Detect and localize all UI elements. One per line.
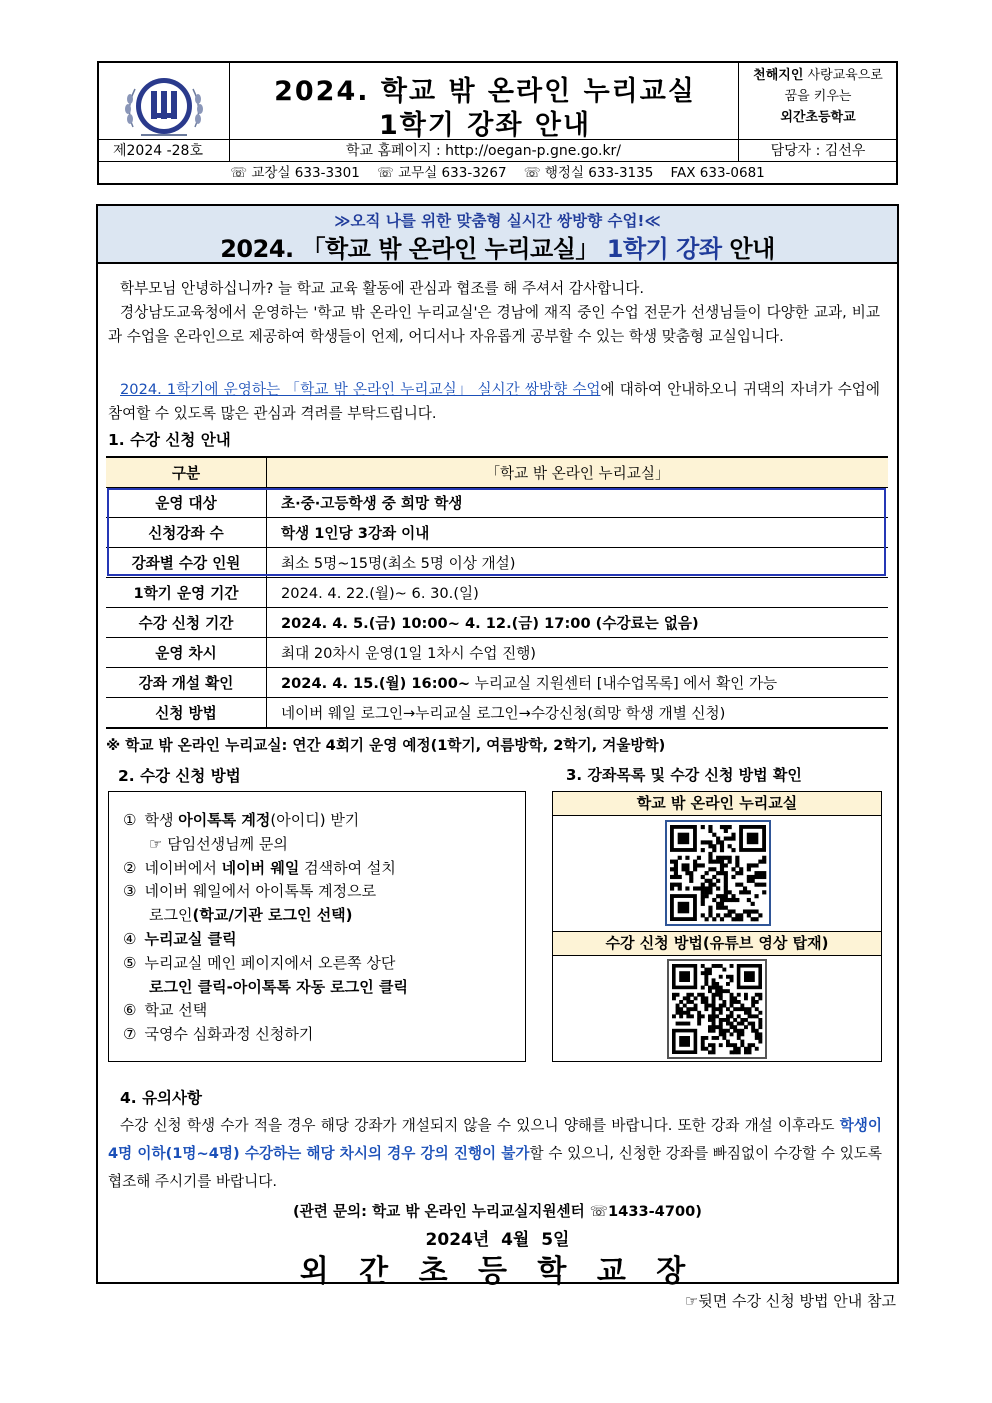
step-item: ⑤ 누리교실 메인 페이지에서 오른쪽 상단 [123,953,396,972]
title-banner [98,206,897,264]
banner-title: 2024. 「학교 밖 온라인 누리교실」 1학기 강좌 안내 [220,235,775,263]
step-item: 로그인(학교/기관 로그인 선택) [149,906,353,925]
step-number: ⑦ [123,1025,137,1044]
principal-signature: 외 간 초 등 학 교 장 [299,1254,696,1289]
issue-date: 2024년 4월 5일 [425,1230,570,1250]
step-number: ④ [123,930,137,948]
step-item: ④ 누리교실 클릭 [123,930,237,948]
table-row: 강좌 개설 확인 2024. 4. 15.(월) 16:00~ 누리교실 지원센터 [내수업목록] 에서 확인 가능 [106,668,888,698]
manager-name: 담당자 : 김선우 [770,143,866,159]
back-page-note: ☞뒷면 수강 신청 방법 안내 참고 [684,1292,896,1310]
step-item: ① 학생 아이톡톡 계정(아이디) 받기 [123,811,360,829]
intro-description: 경상남도교육청에서 운영하는 '학교 밖 온라인 누리교실'은 경남에 재직 중인 수업 전문가 선생님들이 다양한 교과, 비교과 수업을 온라인으로 제공하여 학생들이 언제, 어디서나 자유롭게 공부할 수 있는 학생 맞춤형 교실입니다. [108,304,880,345]
notice-text: 수강 신청 학생 수가 적을 경우 해당 강좌가 개설되지 않을 수 있으니 양해를 바랍니다. 또한 강좌 개설 이후라도 학생이 4명 이하(1명~4명) 수강하는 해당 차시의 경우 강의 진행이 불가할 수 있으니, 신청한 강좌를 빠짐없이 수강할 수 있도록 협조해 주시기를 바랍니다. [108,1117,882,1190]
intro-greeting: 학부모님 안녕하십니까? 늘 학교 교육 활동에 관심과 협조를 해 주셔서 감사합니다. [120,280,644,297]
table-row: 운영 차시 최대 20차시 운영(1일 1차시 수업 진행) [106,638,888,668]
table-row: 강좌별 수강 인원 최소 5명~15명(최소 5명 이상 개설) [106,548,888,578]
step-number: ② [123,858,137,877]
highlight-frame [107,488,886,576]
qr1-label: 학교 밖 온라인 누리교실 [553,792,881,816]
table-header-row: 구분 「학교 밖 온라인 누리교실」 [106,457,888,488]
title-line-1: 2024. 학교 밖 온라인 누리교실 [274,76,696,107]
intro-request: 2024. 1학기에 운영하는 「학교 밖 온라인 누리교실」 실시간 쌍방향 수업에 대하여 안내하오니 귀댁의 자녀가 수업에 참여할 수 있도록 많은 관심과 격려를 부탁드립니다. [108,381,880,422]
banner-subtitle: ≫오직 나를 위한 맞춤형 실시간 쌍방향 수업!≪ [334,212,661,230]
step-item: ⑦ 국영수 심화과정 신청하기 [123,1025,314,1044]
section-1-heading: 1. 수강 신청 안내 [108,431,231,449]
section-2-heading: 2. 수강 신청 방법 [118,767,241,785]
qr-codes-box [552,791,882,1062]
homepage-url: 학교 홈페이지 : http://oegan-p.gne.go.kr/ [345,143,622,159]
main-content [96,204,899,1289]
table-row: 운영 대상 초·중·고등학생 중 희망 학생 [106,488,888,518]
step-item: ☞ 담임선생님께 문의 [149,834,288,853]
nurigyosil-qr-code[interactable] [665,820,771,926]
doc-number: 제2024 -28호 [113,143,203,159]
school-motto: 천해지인 사랑교육으로 꿈을 키우는 외간초등학교 [753,68,883,125]
step-number: ⑤ [123,953,137,972]
application-steps-box [108,791,526,1062]
step-number: ③ [123,882,137,901]
table-row: 신청강좌 수 학생 1인당 3강좌 이내 [106,518,888,548]
step-number: ① [123,811,137,829]
title-line-2: 1학기 강좌 안내 [378,110,592,141]
step-number: ⑥ [123,1001,137,1020]
table-row: 신청 방법 네이버 웨일 로그인→누리교실 로그인→수강신청(희망 학생 개별 신청) [106,698,888,729]
document-header [97,61,898,185]
annual-schedule-note: ※ 학교 밖 온라인 누리교실: 연간 4회기 운영 예정(1학기, 여름방학, 2학기, 겨울방학) [106,737,666,754]
qr2-label: 수강 신청 방법(유튜브 영상 탑재) [553,931,881,956]
table-row: 1학기 운영 기간 2024. 4. 22.(월)~ 6. 30.(일) [106,578,888,608]
contact-numbers: ☏ 교장실 633-3301 ☏ 교무실 633-3267 ☏ 행정실 633-3135 FAX 633-0681 [230,165,765,181]
highlighted-course-link: 2024. 1학기에 운영하는 「학교 밖 온라인 누리교실」 실시간 쌍방향 수업 [120,381,601,398]
step-item: 로그인 클릭-아이톡톡 자동 로그인 클릭 [149,977,408,996]
school-logo [121,69,207,143]
table-row: 수강 신청 기간 2024. 4. 5.(금) 10:00~ 4. 12.(금) 17:00 (수강료는 없음) [106,608,888,638]
step-item: ③ 네이버 웨일에서 아이톡톡 계정으로 [123,882,377,901]
step-item: ② 네이버에서 네이버 웨일 검색하여 설치 [123,858,396,877]
section-4-heading: 4. 유의사항 [120,1089,202,1107]
inquiry-contact: (관련 문의: 학교 밖 온라인 누리교실지원센터 ☏1433-4700) [293,1203,702,1220]
step-item: ⑥ 학교 선택 [123,1001,208,1020]
section-3-heading: 3. 강좌목록 및 수강 신청 방법 확인 [566,766,802,784]
youtube-guide-qr-code[interactable] [667,959,767,1059]
